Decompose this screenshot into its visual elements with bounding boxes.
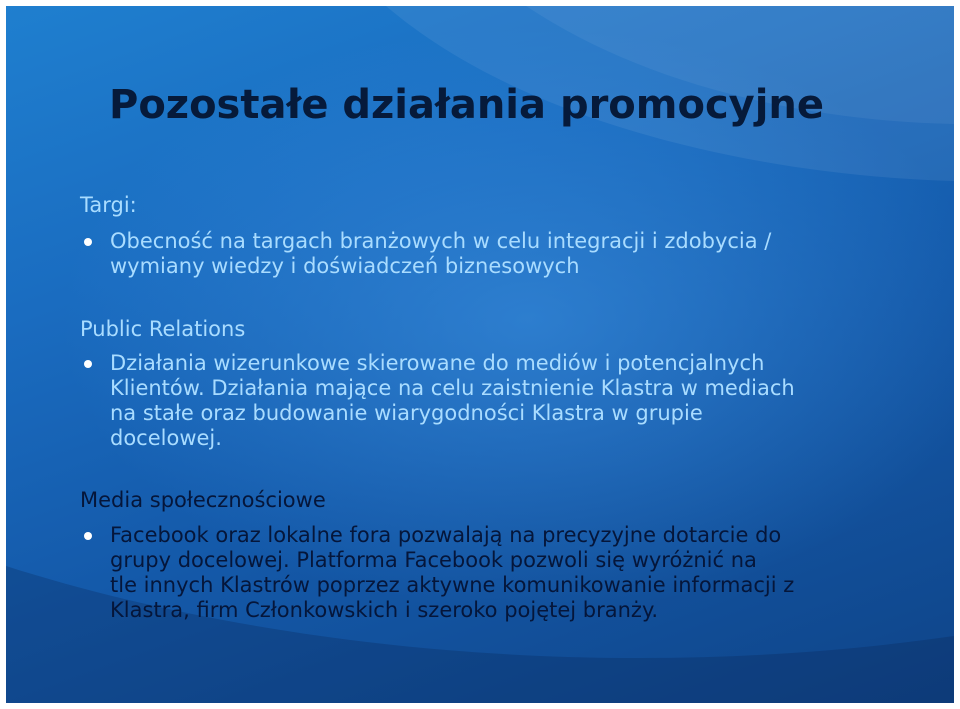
- bullet-item: [80, 351, 900, 451]
- bullet-dot-icon: [84, 532, 92, 540]
- bullet-list: [80, 351, 900, 451]
- bullet-line: Obecność na targach branżowych w celu integracji i zdobycia /: [110, 229, 772, 253]
- section-public-relations: [80, 316, 900, 451]
- section-heading: Targi:: [80, 193, 137, 217]
- bullet-line: na stałe oraz budowanie wiarygodności Klastra w grupie: [110, 401, 703, 425]
- bullet-line: Klientów. Działania mające na celu zaistnienie Klastra w mediach: [110, 376, 795, 400]
- bullet-dot-icon: [84, 238, 92, 246]
- bullet-line: docelowej.: [110, 426, 222, 450]
- bullet-list: [80, 229, 900, 279]
- bullet-dot-icon: [84, 360, 92, 368]
- slide-content: [80, 184, 900, 623]
- bullet-line: wymiany wiedzy i doświadczeń biznesowych: [110, 254, 580, 278]
- bullet-line: grupy docelowej. Platforma Facebook pozwoli się wyróżnić na: [110, 548, 757, 572]
- bullet-line: Działania wizerunkowe skierowane do mediów i potencjalnych: [110, 351, 765, 375]
- bullet-item: [80, 229, 900, 279]
- bullet-line: Facebook oraz lokalne fora pozwalają na precyzyjne dotarcie do: [110, 523, 782, 547]
- bullet-line: Klastra, firm Członkowskich i szeroko pojętej branży.: [110, 598, 659, 622]
- section-media-spolecznosciowe: [80, 487, 900, 623]
- section-targi: [80, 192, 900, 279]
- section-heading: Media społecznościowe: [80, 488, 326, 512]
- bullet-line: tle innych Klastrów poprzez aktywne komunikowanie informacji z: [110, 573, 795, 597]
- bullet-list: [80, 523, 900, 623]
- section-heading: Public Relations: [80, 317, 246, 341]
- slide-title: Pozostałe działania promocyjne: [109, 82, 825, 128]
- slide: [6, 6, 954, 703]
- bullet-item: [80, 523, 900, 623]
